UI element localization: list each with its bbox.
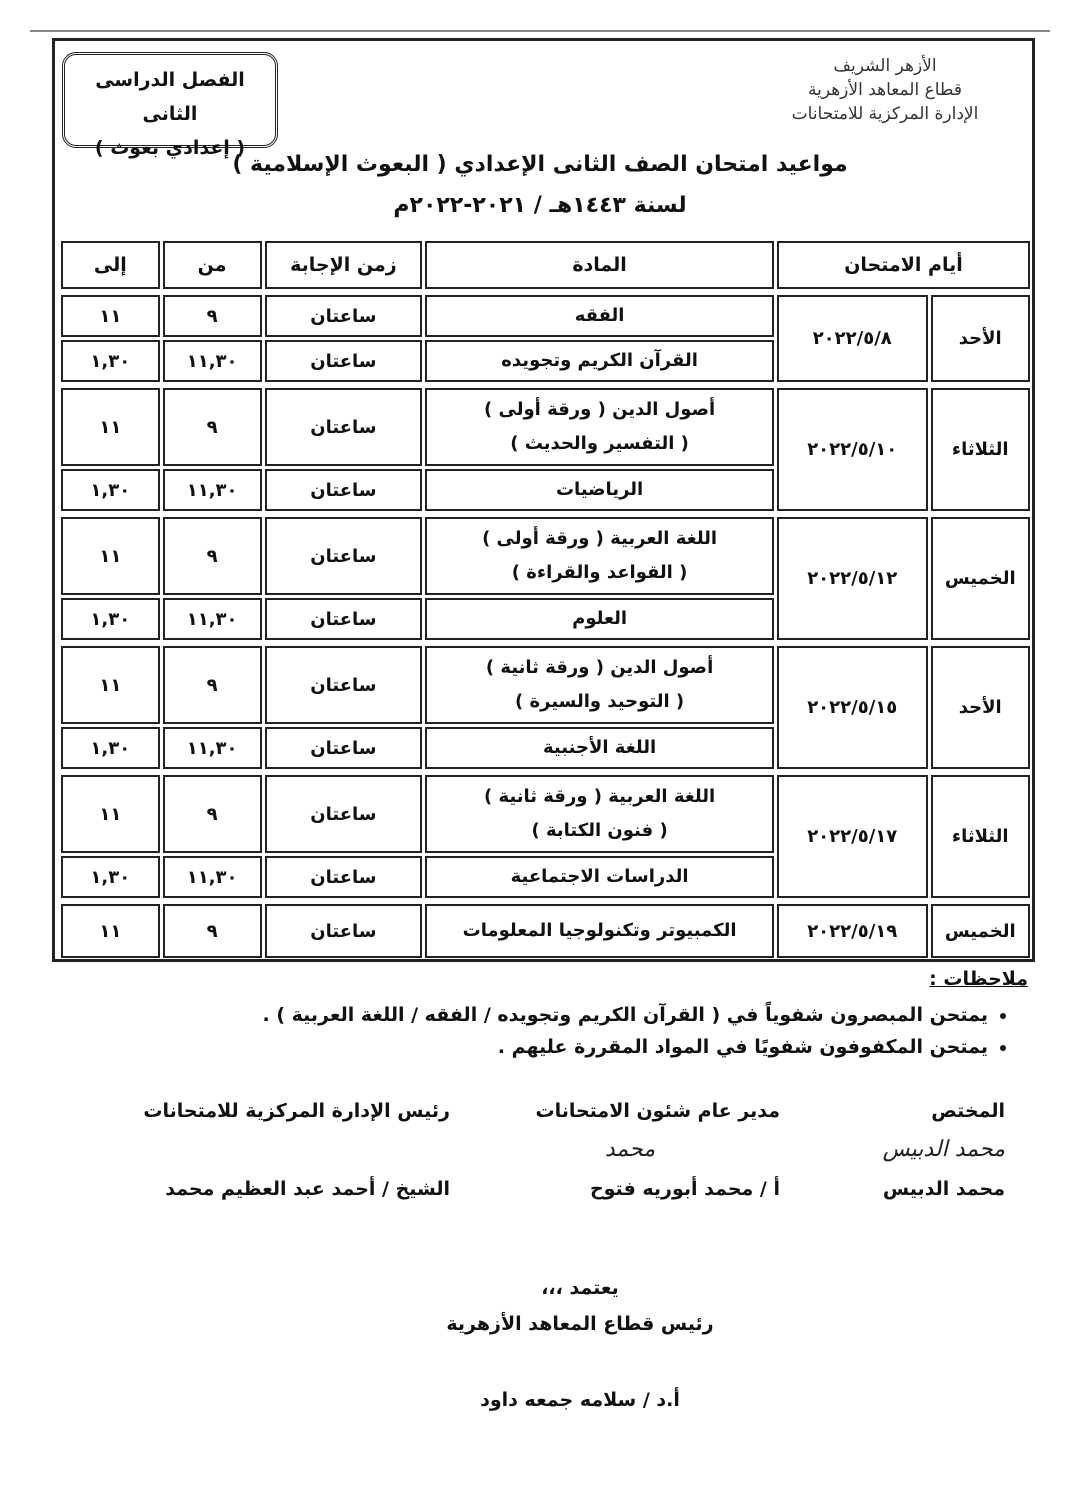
handwritten-signature	[380, 1342, 780, 1382]
to-cell: ١١	[61, 775, 160, 853]
term-track: ( إعدادي بعوث )	[94, 137, 246, 159]
subject-cell	[425, 727, 774, 769]
from-cell: ٩	[163, 775, 262, 853]
scan-edge-line	[30, 30, 1050, 32]
subject-cell	[425, 646, 774, 724]
subject-cell	[425, 340, 774, 382]
logo-line: الإدارة المركزية للامتحانات	[791, 104, 979, 124]
handwritten-signature: محمد الدبيس	[882, 1137, 1005, 1162]
table-row	[61, 775, 1030, 853]
table-row	[61, 646, 1030, 724]
subject-line: اللغة العربية ( ورقة أولى )	[482, 528, 718, 549]
table-row	[61, 295, 1030, 337]
duration-cell: ساعتان	[265, 856, 423, 898]
subject-line: الكمبيوتر وتكنولوجيا المعلومات	[462, 920, 737, 941]
signatory-name: محمد الدبيس	[882, 1178, 1005, 1200]
signature-role: رئيس الإدارة المركزية للامتحانات	[143, 1100, 450, 1122]
duration-cell: ساعتان	[265, 517, 423, 595]
to-cell: ١,٣٠	[61, 340, 160, 382]
exam-day: الثلاثاء	[931, 775, 1031, 898]
subject-cell	[425, 469, 774, 511]
subject-line: ( فنون الكتابة )	[531, 820, 668, 841]
from-cell: ١١,٣٠	[163, 727, 262, 769]
approval-role: رئيس قطاع المعاهد الأزهرية	[446, 1313, 714, 1335]
duration-cell: ساعتان	[265, 388, 423, 466]
duration-cell: ساعتان	[265, 598, 423, 640]
term-label: الفصل الدراسى الثانى	[95, 69, 245, 125]
to-cell: ١,٣٠	[61, 727, 160, 769]
duration-cell: ساعتان	[265, 904, 423, 958]
from-cell: ١١,٣٠	[163, 856, 262, 898]
exam-day: الخميس	[931, 517, 1031, 640]
duration-cell: ساعتان	[265, 775, 423, 853]
subject-line: ( القواعد والقراءة )	[511, 562, 688, 583]
header-days: أيام الامتحان	[777, 241, 1030, 289]
exam-day: الثلاثاء	[931, 388, 1031, 511]
signature-role: مدير عام شئون الامتحانات	[535, 1100, 780, 1122]
term-box	[62, 52, 278, 159]
note-item: • يمتحن المبصرون شفوياً في ( القرآن الكريم وتجويده / الفقه / اللغة العربية ) .	[68, 1004, 988, 1026]
signature-block-central-admin	[120, 1100, 450, 1200]
header-duration: زمن الإجابة	[265, 241, 423, 289]
header-subject: المادة	[425, 241, 774, 289]
from-cell: ١١,٣٠	[163, 469, 262, 511]
to-cell: ١١	[61, 904, 160, 958]
signature-role: المختص	[931, 1100, 1005, 1122]
handwritten-signature	[120, 1122, 450, 1178]
subject-line: ( التوحيد والسيرة )	[515, 691, 685, 712]
from-cell: ٩	[163, 517, 262, 595]
azhar-letterhead-logo	[750, 54, 1020, 126]
exam-day: الأحد	[931, 295, 1031, 382]
note-item: • يمتحن المكفوفون شفويًا في المواد المقررة عليهم .	[68, 1036, 988, 1058]
subject-cell	[425, 775, 774, 853]
exam-date: ٢٠٢٢/٥/١٧	[777, 775, 928, 898]
signatory-name: أ / محمد أبوريه فتوح	[589, 1178, 780, 1200]
signatory-name: الشيخ / أحمد عبد العظيم محمد	[165, 1178, 450, 1200]
subject-cell	[425, 856, 774, 898]
duration-cell: ساعتان	[265, 469, 423, 511]
subject-cell	[425, 517, 774, 595]
from-cell: ٩	[163, 646, 262, 724]
subject-line: أصول الدين ( ورقة ثانية )	[485, 657, 714, 678]
subject-line: العلوم	[572, 608, 628, 629]
table-row	[61, 904, 1030, 958]
handwritten-signature: محمد	[604, 1137, 656, 1162]
notes-section	[68, 968, 1028, 1068]
subject-cell	[425, 295, 774, 337]
subject-line: اللغة العربية ( ورقة ثانية )	[483, 786, 716, 807]
subject-line: ( التفسير والحديث )	[510, 433, 689, 454]
to-cell: ١١	[61, 295, 160, 337]
to-cell: ١,٣٠	[61, 469, 160, 511]
exam-date: ٢٠٢٢/٥/٨	[777, 295, 928, 382]
subject-line: الرياضيات	[555, 479, 644, 500]
exam-day: الأحد	[931, 646, 1031, 769]
signature-block-exams-director	[480, 1100, 780, 1200]
approver-name: أ.د / سلامه جمعه داود	[480, 1389, 680, 1411]
subject-line: القرآن الكريم وتجويده	[501, 350, 698, 371]
notes-heading: ملاحظات :	[929, 968, 1028, 990]
exam-date: ٢٠٢٢/٥/١٩	[777, 904, 928, 958]
table-row	[61, 517, 1030, 595]
from-cell: ٩	[163, 388, 262, 466]
subject-line: الدراسات الاجتماعية	[510, 866, 689, 887]
from-cell: ١١,٣٠	[163, 340, 262, 382]
logo-line: الأزهر الشريف	[833, 56, 937, 76]
from-cell: ٩	[163, 904, 262, 958]
to-cell: ١١	[61, 646, 160, 724]
duration-cell: ساعتان	[265, 295, 423, 337]
subject-line: أصول الدين ( ورقة أولى )	[484, 399, 716, 420]
page-subtitle: لسنة ١٤٤٣هـ / ٢٠٢١-٢٠٢٢م	[393, 193, 687, 218]
duration-cell: ساعتان	[265, 340, 423, 382]
table-header-row	[61, 241, 1030, 289]
signature-block-specialist	[775, 1100, 1005, 1200]
duration-cell: ساعتان	[265, 646, 423, 724]
approval-label: يعتمد ،،،	[541, 1277, 619, 1299]
to-cell: ١,٣٠	[61, 598, 160, 640]
subject-cell	[425, 388, 774, 466]
header-to: إلى	[61, 241, 160, 289]
from-cell: ١١,٣٠	[163, 598, 262, 640]
subject-cell	[425, 904, 774, 958]
logo-line: قطاع المعاهد الأزهرية	[807, 80, 963, 100]
header-from: من	[163, 241, 262, 289]
subject-cell	[425, 598, 774, 640]
exam-date: ٢٠٢٢/٥/١٠	[777, 388, 928, 511]
from-cell: ٩	[163, 295, 262, 337]
exam-date: ٢٠٢٢/٥/١٢	[777, 517, 928, 640]
exam-schedule-table	[58, 238, 1033, 961]
table-row	[61, 388, 1030, 466]
subject-line: الفقه	[574, 305, 625, 326]
to-cell: ١,٣٠	[61, 856, 160, 898]
duration-cell: ساعتان	[265, 727, 423, 769]
exam-date: ٢٠٢٢/٥/١٥	[777, 646, 928, 769]
to-cell: ١١	[61, 388, 160, 466]
to-cell: ١١	[61, 517, 160, 595]
page-title: مواعيد امتحان الصف الثانى الإعدادي ( البعوث الإسلامية )	[232, 152, 848, 177]
approval-block	[380, 1270, 780, 1418]
exam-day: الخميس	[931, 904, 1031, 958]
subject-line: اللغة الأجنبية	[543, 737, 657, 758]
